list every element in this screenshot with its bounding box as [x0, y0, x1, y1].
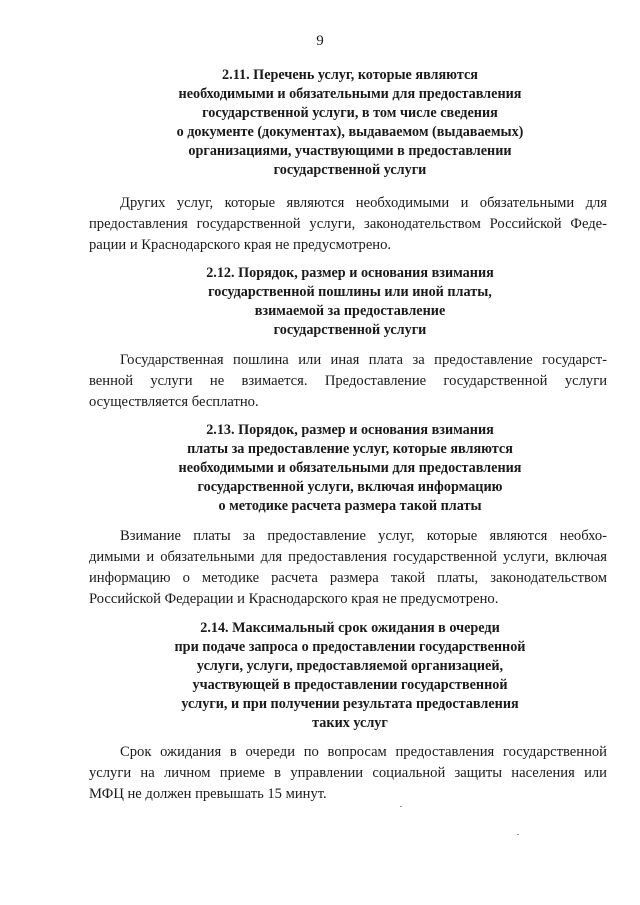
heading-line: 2.14. Максимальный срок ожидания в очереди	[200, 620, 500, 636]
page-number: 9	[316, 33, 324, 49]
heading-line: государственной услуги, включая информацию	[197, 479, 503, 495]
heading-line: взимаемой за предоставление	[254, 303, 446, 319]
paragraph-line: рации и Краснодарского края не предусмотрено.	[89, 237, 392, 253]
scan-speck	[517, 834, 519, 835]
paragraph-line: венной услуги не взимается. Предоставление государственной услуги	[89, 373, 607, 389]
heading-line: 2.11. Перечень услуг, которые являются	[222, 67, 478, 83]
paragraph-line: осуществляется бесплатно.	[89, 394, 259, 410]
paragraph-line: Срок ожидания в очереди по вопросам предоставления государственной	[120, 744, 607, 760]
section-2-12-paragraph	[89, 350, 607, 413]
paragraph-line: МФЦ не должен превышать 15 минут.	[89, 786, 327, 802]
paragraph-line: димыми и обязательными для предоставления государственной услуги, включая	[89, 549, 607, 565]
section-2-12-heading	[60, 264, 640, 340]
paragraph-line: Российской Федерации и Краснодарского края не предусмотрено.	[89, 591, 499, 607]
heading-line: о методике расчета размера такой платы	[218, 498, 482, 514]
heading-line: участвующей в предоставлении государственной	[192, 677, 508, 693]
paragraph-line: услуги на личном приеме в управлении социальной защиты населения или	[89, 765, 607, 781]
heading-line: 2.12. Порядок, размер и основания взимания	[206, 265, 494, 281]
heading-line: услуги, услуги, предоставляемой организацией,	[196, 658, 504, 674]
heading-line: платы за предоставление услуг, которые являются	[187, 441, 513, 457]
section-2-11-heading	[60, 66, 640, 180]
heading-line: о документе (документах), выдаваемом (выдаваемых)	[176, 124, 524, 140]
section-2-14-paragraph	[89, 742, 607, 805]
heading-line: 2.13. Порядок, размер и основания взимания	[206, 422, 494, 438]
heading-line: государственной пошлины или иной платы,	[208, 284, 492, 300]
paragraph-line: информацию о методике расчета размера такой платы, законодательством	[89, 570, 607, 586]
paragraph-line: Других услуг, которые являются необходимыми и обязательными для	[120, 195, 607, 211]
section-2-13-heading	[60, 421, 640, 516]
scan-speck	[400, 806, 402, 807]
heading-line: государственной услуги	[273, 162, 427, 178]
heading-line: организациями, участвующими в предоставлении	[188, 143, 512, 159]
paragraph-line: предоставления государственной услуги, законодательством Российской Феде-	[89, 216, 607, 232]
heading-line: необходимыми и обязательными для предоставления	[178, 460, 522, 476]
section-2-13-paragraph	[89, 526, 607, 610]
heading-line: необходимыми и обязательными для предоставления	[178, 86, 522, 102]
heading-line: при подаче запроса о предоставлении государственной	[174, 639, 526, 655]
section-2-14-heading	[60, 619, 640, 733]
heading-line: услуги, и при получении результата предоставления	[181, 696, 519, 712]
paragraph-line: Государственная пошлина или иная плата за предоставление государст-	[120, 352, 607, 368]
heading-line: таких услуг	[312, 715, 388, 731]
heading-line: государственной услуги	[273, 322, 427, 338]
heading-line: государственной услуги, в том числе сведения	[202, 105, 498, 121]
paragraph-line: Взимание платы за предоставление услуг, которые являются необхо-	[120, 528, 607, 544]
section-2-11-paragraph	[89, 193, 607, 256]
